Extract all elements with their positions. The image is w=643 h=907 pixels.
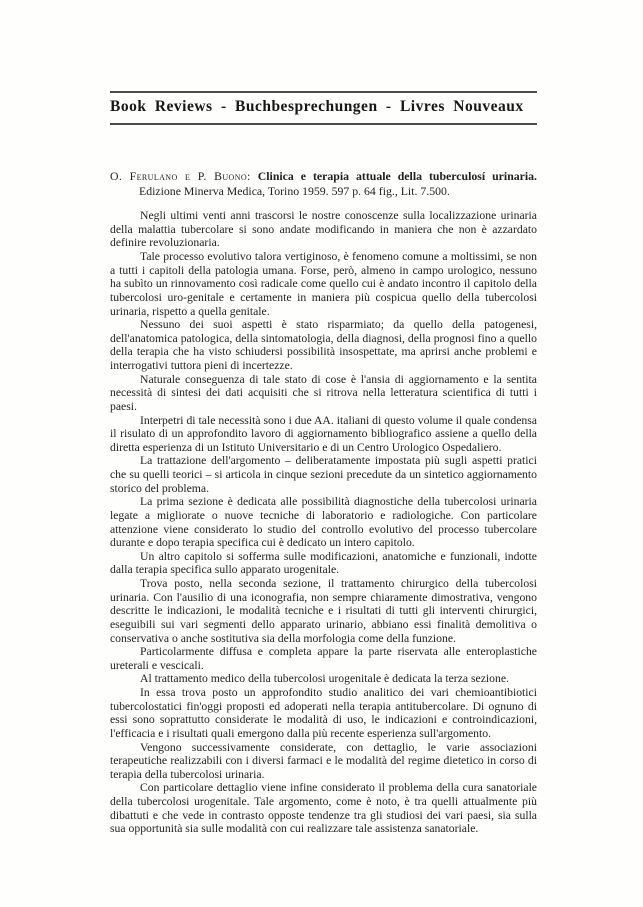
body-paragraph-9: Trova posto, nella seconda sezione, il trattamento chirurgico della tubercolosi urinaria. Con l'ausilio di una iconografia, non sempre chiaramente dimostrativa, vengono descritte le indicazioni, le modalità tecniche e i risultati di tutti gli interventi chirurgici, eseguibili sui vari segmenti dello apparato urinario, abbiano essi finalità demolitiva o conservativa o anche sostitutiva sia della morfologia come della funzione. bbox=[110, 577, 537, 645]
body-paragraph-4: Naturale conseguenza di tale stato di cose è l'ansia di aggiornamento e la sentita necessità di sintesi dei dati acquisiti che si ritrova nella letteratura scientifica di tutti i paesi. bbox=[110, 372, 537, 413]
body-paragraph-5: Interpetri di tale necessità sono i due AA. italiani di questo volume il quale condensa il risulato di un approfondito lavoro di aggiornamento bibliografico assiene a quello della diretta esperienza di un Istituto Universitario e di un Centro Urologico Ospedaliero. bbox=[110, 413, 537, 454]
section-header-band bbox=[110, 91, 537, 125]
page-title: Book Reviews - Buchbesprechungen - Livres Nouveaux bbox=[110, 98, 524, 115]
body-paragraph-2: Tale processo evolutivo talora vertiginoso, è fenomeno comune a moltissimi, se non a tutti i capitoli della patologia umana. Forse, però, almeno in campo urologico, nessuno ha subìto un rinnovamento così radicale come quello cui è andato incontro il capitolo della tubercolosi uro-genitale e certamente in maniera più cospicua quello della tubercolosi urinaria, rispetto a quella genitale. bbox=[110, 250, 537, 318]
text-column bbox=[110, 0, 537, 836]
citation-edition: Edizione Minerva Medica, Torino 1959. 597 p. 64 fig., Lit. 7.500. bbox=[139, 183, 450, 198]
body-paragraph-8: Un altro capitolo si sofferma sulle modificazioni, anatomiche e funzionali, indotte dalla terapia specifica sullo apparato urogenitale. bbox=[110, 549, 537, 577]
body-paragraph-10: Particolarmente diffusa e completa appare la parte riservata alle enteroplastiche ureterali e vescicali. bbox=[110, 645, 537, 672]
review-body bbox=[110, 209, 537, 836]
body-paragraph-12: In essa trova posto un approfondito studio analitico dei vari chemioantibiotici tubercolostatici fin'oggi proposti ed adoperati nella terapia antitubercolare. Di ognuno di essi sono soprattutto considerate le modalità di uso, le indicazioni e controindicazioni, l'efficacia e i risultati quali emergono dalla più recente esperienza sull'argomento. bbox=[110, 686, 537, 740]
body-paragraph-3: Nessuno dei suoi aspetti è stato risparmiato; da quello della patogenesi, dell'anatomica patologica, della sintomatologia, della diagnosi, della prognosi fino a quello della terapia che ha visto schiudersi possibilità insospettate, ma aprirsi anche problemi e interrogativi tuttora pieni di incertezze. bbox=[110, 318, 537, 373]
book-citation bbox=[110, 169, 537, 198]
body-paragraph-1: Negli ultimi venti anni trascorsi le nostre conoscenze sulla localizzazione urinaria della malattia tubercolare si sono andate modificando in maniera che non è azzardato definire revoluzionaria. bbox=[110, 209, 537, 250]
body-paragraph-7: La prima sezione è dedicata alle possibilità diagnostiche della tubercolosi urinaria legate a migliorate o nuove tecniche di laboratorio e radiologiche. Con particolare attenzione viene considerato lo studio del controllo evolutivo del processo tubercolare durante e dopo terapia specifica cui è dedicato un intero capitolo. bbox=[110, 495, 537, 550]
citation-book-title: Clinica e terapia attuale della tuberculosí urinaria. bbox=[257, 169, 538, 183]
body-paragraph-6: La trattazione dell'argomento – deliberatamente impostata più sugli aspetti pratici che su quelli teorici – si articola in cinque sezioni precedute da un sintetico aggiornamento storico del problema. bbox=[110, 454, 537, 495]
citation-authors: O. Ferulano e P. Buono: bbox=[110, 169, 251, 183]
body-paragraph-13: Vengono successivamente considerate, con dettaglio, le varie associazioni terapeutiche realizzabili con i diversi farmaci e le modalità del regime dietetico in corso di terapia della tubercolosi urinaria. bbox=[110, 740, 537, 781]
body-paragraph-14: Con particolare dettaglio viene infine considerato il problema della cura sanatoriale della tubercolosi urogenitale. Tale argomento, come è noto, è tra quelli attualmente più dibattuti e che vede in contrasto opposte tendenze tra gli studiosi dei vari paesi, sia sulla sua opportunità sia sulle modalità con cui realizzare tale assistenza sanatoriale. bbox=[110, 781, 537, 836]
body-paragraph-11: Al trattamento medico della tubercolosi urogenitale è dedicata la terza sezione. bbox=[140, 672, 509, 686]
